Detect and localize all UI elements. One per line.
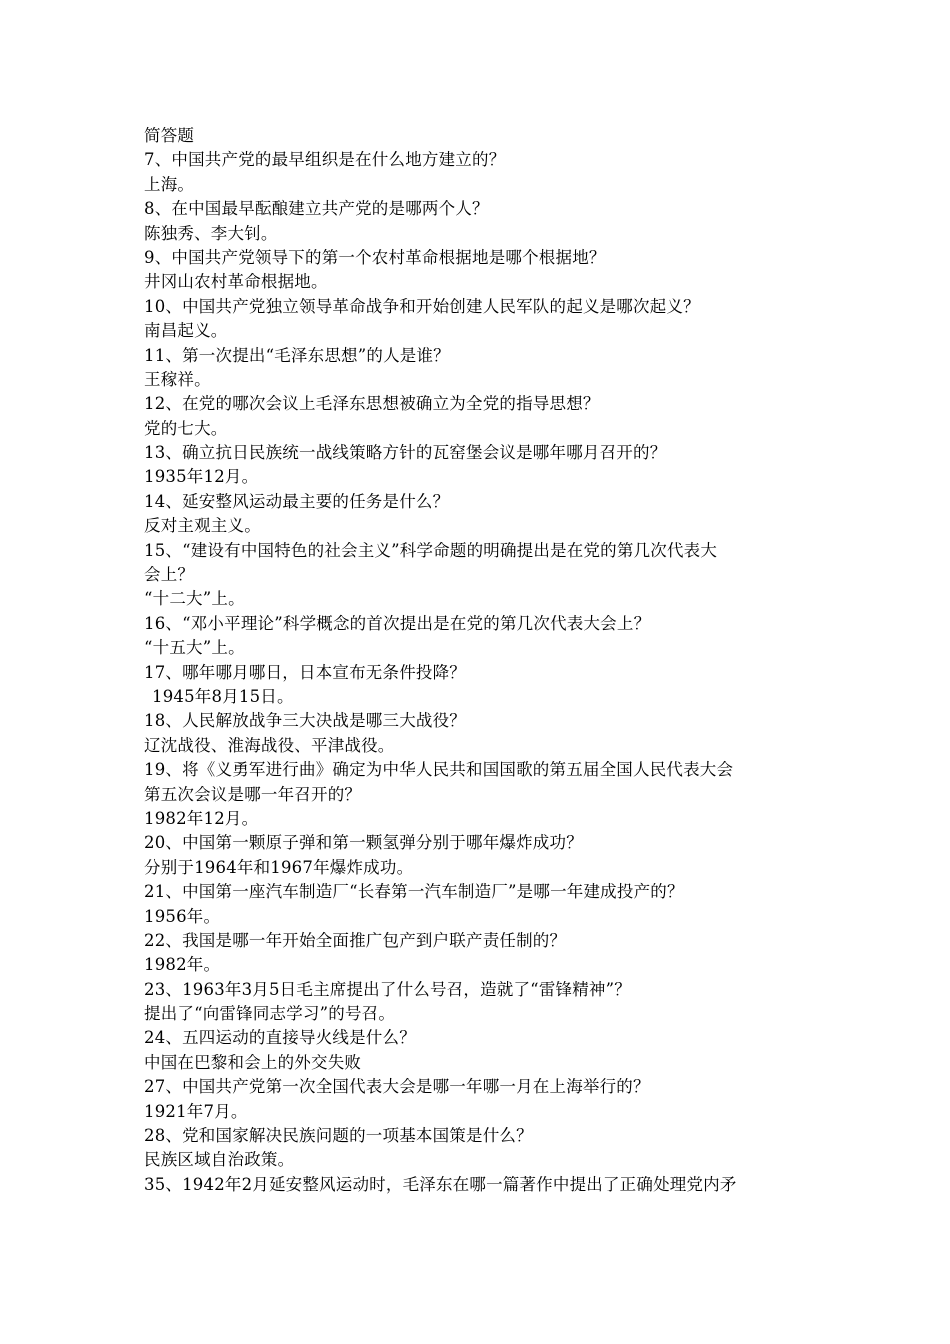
answer-24: 中国在巴黎和会上的外交失败 [144, 1052, 362, 1072]
answer-22: 1982年。 [144, 955, 221, 975]
answer-23: 提出了“向雷锋同志学习”的号召。 [144, 1004, 396, 1024]
answer-17: 1945年8月15日。 [152, 686, 294, 706]
answer-27: 1921年7月。 [144, 1101, 248, 1121]
question-14: 14、延安整风运动最主要的任务是什么？ [144, 491, 450, 511]
section-heading: 简答题 [144, 126, 195, 145]
question-21: 21、中国第一座汽车制造厂“长春第一汽车制造厂”是哪一年建成投产的？ [144, 882, 684, 902]
question-17: 17、哪年哪月哪日，日本宣布无条件投降？ [144, 662, 466, 682]
question-19: 19、将《义勇军进行曲》确定为中华人民共和国国歌的第五届全国人民代表大会 [144, 760, 734, 780]
question-22: 22、我国是哪一年开始全面推广包产到户联产责任制的？ [144, 930, 567, 950]
question-35: 35、1942年2月延安整风运动时，毛泽东在哪一篇著作中提出了正确处理党内矛 [144, 1174, 737, 1194]
question-13: 13、确立抗日民族统一战线策略方针的瓦窑堡会议是哪年哪月召开的？ [144, 443, 667, 463]
answer-20: 分别于1964年和1967年爆炸成功。 [144, 857, 414, 877]
question-19-continued: 第五次会议是哪一年召开的？ [144, 784, 362, 804]
question-24: 24、五四运动的直接导火线是什么？ [144, 1028, 416, 1048]
answer-13: 1935年12月。 [144, 467, 259, 487]
answer-19: 1982年12月。 [144, 808, 259, 828]
question-16: 16、“邓小平理论”科学概念的首次提出是在党的第几次代表大会上？ [144, 613, 651, 633]
question-11: 11、第一次提出“毛泽东思想”的人是谁？ [144, 345, 450, 365]
question-8: 8、在中国最早酝酿建立共产党的是哪两个人？ [144, 199, 489, 219]
question-20: 20、中国第一颗原子弹和第一颗氢弹分别于哪年爆炸成功？ [144, 833, 583, 853]
question-27: 27、中国共产党第一次全国代表大会是哪一年哪一月在上海举行的？ [144, 1077, 650, 1097]
answer-12: 党的七大。 [144, 418, 228, 438]
answer-15: “十二大”上。 [144, 589, 245, 609]
answer-11: 王稼祥。 [144, 369, 211, 389]
question-15: 15、“建设有中国特色的社会主义”科学命题的明确提出是在党的第几次代表大 [144, 540, 718, 560]
document-body [144, 124, 812, 1197]
question-28: 28、党和国家解决民族问题的一项基本国策是什么？ [144, 1126, 533, 1146]
answer-21: 1956年。 [144, 906, 221, 926]
question-23: 23、1963年3月5日毛主席提出了什么号召，造就了“雷锋精神”？ [144, 979, 631, 999]
question-18: 18、人民解放战争三大决战是哪三大战役？ [144, 711, 466, 731]
answer-7: 上海。 [144, 174, 195, 194]
answer-16: “十五大”上。 [144, 638, 245, 658]
answer-10: 南昌起义。 [144, 321, 228, 341]
answer-18: 辽沈战役、淮海战役、平津战役。 [144, 735, 395, 755]
answer-9: 井冈山农村革命根据地。 [144, 272, 328, 292]
answer-28: 民族区域自治政策。 [144, 1150, 295, 1170]
answer-8: 陈独秀、李大钊。 [144, 223, 278, 243]
question-7: 7、中国共产党的最早组织是在什么地方建立的？ [144, 150, 506, 170]
question-12: 12、在党的哪次会议上毛泽东思想被确立为全党的指导思想？ [144, 394, 600, 414]
question-10: 10、中国共产党独立领导革命战争和开始创建人民军队的起义是哪次起义？ [144, 296, 700, 316]
question-9: 9、中国共产党领导下的第一个农村革命根据地是哪个根据地？ [144, 247, 606, 267]
question-15-continued: 会上？ [144, 565, 195, 585]
answer-14: 反对主观主义。 [144, 516, 261, 536]
